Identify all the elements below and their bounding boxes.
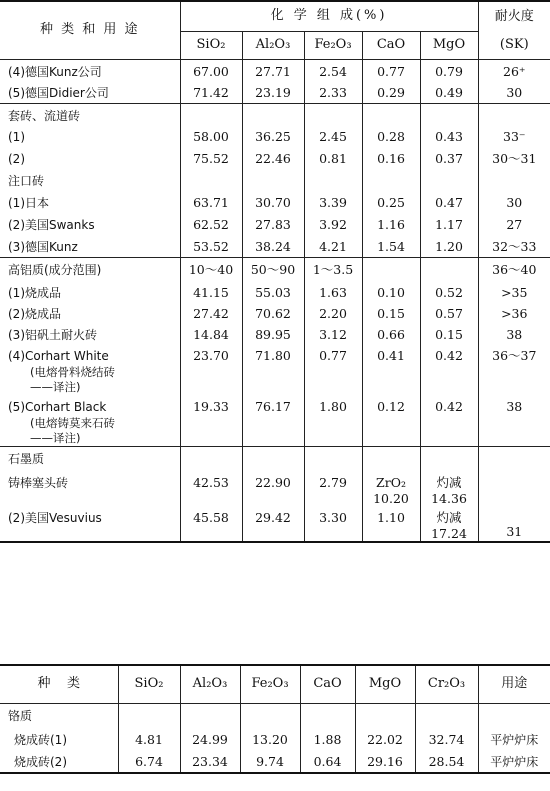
value-cell — [180, 125, 242, 147]
col-fe2o3: Fe₂O₃ — [304, 31, 362, 59]
value-cell — [180, 257, 242, 281]
value-text: 1～3.5 — [312, 261, 354, 277]
value-cell — [180, 191, 242, 213]
value-cell — [362, 191, 420, 213]
header-composition: 化 学 组 成(%) — [180, 1, 478, 31]
value-text: 灼减 — [436, 509, 462, 525]
sk-cell: 38 — [478, 323, 550, 344]
value-cell — [304, 59, 362, 81]
value-cell — [304, 302, 362, 323]
value-cell — [242, 447, 304, 471]
table-row — [0, 125, 550, 147]
value-cell — [180, 281, 242, 302]
value-cell — [180, 506, 242, 542]
value-cell — [242, 103, 304, 125]
chromium-table-body — [0, 729, 550, 773]
sk-cell: 32～33 — [478, 235, 550, 257]
sk-cell: 26⁺ — [478, 59, 550, 81]
value-cell — [242, 281, 304, 302]
value-cell — [242, 147, 304, 169]
value-cell — [180, 344, 242, 395]
sk-cell: 30～31 — [478, 147, 550, 169]
value-text: 27.71 — [255, 63, 291, 79]
value-cell — [242, 257, 304, 281]
value-text: 58.00 — [193, 129, 229, 144]
value-cell — [304, 147, 362, 169]
table-row — [0, 323, 550, 344]
value-cell — [180, 59, 242, 81]
value-cell — [304, 323, 362, 344]
value-cell — [420, 147, 478, 169]
value-cell — [180, 147, 242, 169]
row-label — [0, 257, 180, 281]
value-text: 29.42 — [255, 509, 291, 525]
value-text: 23.70 — [193, 348, 229, 363]
value-cell — [180, 395, 242, 447]
table-row — [0, 281, 550, 302]
value-text: 1.17 — [435, 217, 463, 232]
value-cell — [362, 147, 420, 169]
row-label — [0, 147, 180, 169]
value-text: 0.16 — [377, 151, 405, 166]
value-text: 0.42 — [435, 399, 463, 414]
sk-cell — [478, 169, 550, 191]
value-text: 36.25 — [255, 129, 291, 144]
row-label-text: (1)日本 — [8, 196, 49, 210]
table-row — [0, 751, 550, 773]
sk-cell: 30 — [478, 191, 550, 213]
row-label: 烧成砖(2) — [14, 754, 67, 769]
value-text: 63.71 — [193, 195, 229, 210]
col-cao: CaO — [362, 31, 420, 59]
row-label-text: (5)Corhart Black — [8, 400, 107, 414]
value-cell — [242, 323, 304, 344]
value-cell — [420, 302, 478, 323]
value-cell — [180, 447, 242, 471]
table-row — [0, 447, 550, 471]
row-label — [0, 59, 180, 81]
row-note: (电熔骨料烧结砖 — [30, 365, 115, 379]
col-sk: (SK) — [478, 31, 550, 59]
value-cell — [304, 395, 362, 447]
value-cell — [180, 323, 242, 344]
value-cell — [420, 395, 478, 447]
row-label-text: 套砖、流道砖 — [8, 108, 81, 123]
value-cell — [420, 81, 478, 103]
row-label-text: (3)德国Kunz — [8, 240, 78, 254]
value-cell: 6.74 — [118, 751, 180, 773]
value-text: 1.80 — [319, 399, 347, 414]
value-text-2: 17.24 — [431, 525, 467, 541]
value-cell — [362, 213, 420, 235]
value-text: 0.37 — [435, 151, 463, 166]
value-text: 1.10 — [377, 509, 405, 525]
value-cell: 4.81 — [118, 729, 180, 751]
value-text: 0.47 — [435, 195, 463, 210]
value-cell — [362, 323, 420, 344]
col-mgo: MgO — [420, 31, 478, 59]
value-cell — [304, 169, 362, 191]
value-cell: 1.88 — [300, 729, 355, 751]
row-label-text: (1)烧成品 — [8, 286, 61, 300]
value-text: 53.52 — [193, 239, 229, 254]
value-cell — [242, 191, 304, 213]
value-cell — [304, 213, 362, 235]
value-cell — [362, 169, 420, 191]
value-text: 0.43 — [435, 129, 463, 144]
sk-cell: 30 — [478, 81, 550, 103]
value-cell — [180, 235, 242, 257]
value-cell — [362, 125, 420, 147]
table-row — [0, 169, 550, 191]
row-label — [0, 235, 180, 257]
value-text-2: 14.36 — [431, 490, 467, 506]
value-cell — [242, 471, 304, 506]
value-text: 1.63 — [319, 285, 347, 300]
value-text: 灼减 — [436, 474, 462, 490]
row-label-text: (4)德国Kunz公司 — [8, 64, 102, 79]
value-cell — [304, 257, 362, 281]
row-label — [0, 191, 180, 213]
value-cell — [304, 506, 362, 542]
value-cell — [420, 447, 478, 471]
value-cell: 9.74 — [240, 751, 300, 773]
value-text: 3.30 — [319, 509, 347, 525]
value-text: 38.24 — [255, 239, 291, 254]
value-text: 75.52 — [193, 151, 229, 166]
value-text: 0.77 — [319, 348, 347, 363]
value-cell — [180, 103, 242, 125]
value-cell — [420, 323, 478, 344]
row-label: 烧成砖(1) — [14, 733, 67, 747]
value-cell — [362, 81, 420, 103]
value-text: 2.20 — [319, 306, 347, 321]
value-cell: 23.34 — [180, 751, 240, 773]
row-label-text: (2)美国Vesuvius — [8, 510, 102, 525]
value-text: 19.33 — [193, 399, 229, 414]
table-row — [0, 235, 550, 257]
table-row — [0, 395, 550, 447]
value-text: 67.00 — [193, 63, 229, 79]
sk-cell: 38 — [478, 395, 550, 447]
table-row — [0, 59, 550, 81]
row-label — [0, 125, 180, 147]
value-cell — [304, 103, 362, 125]
value-text: 30.70 — [255, 195, 291, 210]
value-text: 10～40 — [188, 261, 234, 277]
table-row — [0, 147, 550, 169]
value-cell — [420, 169, 478, 191]
row-note: ——译注) — [30, 431, 81, 445]
value-text: 2.79 — [319, 474, 347, 490]
value-cell: 22.02 — [355, 729, 415, 751]
value-cell — [420, 59, 478, 81]
col-sio2: SiO₂ — [180, 31, 242, 59]
value-cell — [242, 81, 304, 103]
sk-cell — [478, 103, 550, 125]
value-text: 50～90 — [250, 261, 296, 277]
value-text: 0.25 — [377, 195, 405, 210]
value-text: 89.95 — [255, 327, 291, 342]
value-text: 41.15 — [193, 285, 229, 300]
value-text: 27.42 — [193, 306, 229, 321]
row-label-text: 铸棒塞头砖 — [8, 475, 69, 490]
value-cell: 13.20 — [240, 729, 300, 751]
row-label-text: (5)德国Didier公司 — [8, 86, 109, 100]
t2-col-use: 用途 — [478, 665, 550, 703]
value-cell — [420, 235, 478, 257]
value-cell — [242, 395, 304, 447]
value-text: 0.15 — [435, 327, 463, 342]
row-label-text: 注口砖 — [8, 174, 45, 188]
value-cell — [304, 125, 362, 147]
value-text: 0.41 — [377, 348, 405, 363]
value-cell — [304, 344, 362, 395]
sk-cell: >36 — [478, 302, 550, 323]
value-text: 0.12 — [377, 399, 405, 414]
value-text: 22.90 — [255, 474, 291, 490]
row-label — [0, 395, 180, 447]
value-cell — [420, 344, 478, 395]
value-text: 62.52 — [193, 217, 229, 232]
table-row — [0, 344, 550, 395]
value-cell — [242, 59, 304, 81]
value-cell — [362, 103, 420, 125]
value-text: 22.46 — [255, 151, 291, 166]
row-note: ——译注) — [30, 380, 81, 394]
t2-col-cr2o3: Cr₂O₃ — [415, 665, 478, 703]
value-text: 70.62 — [255, 306, 291, 321]
table-row — [0, 302, 550, 323]
value-text: 23.19 — [255, 85, 291, 100]
header-kind: 种 类 和 用 途 — [0, 1, 180, 59]
value-text: 2.45 — [319, 129, 347, 144]
value-cell — [304, 471, 362, 506]
value-cell: 24.99 — [180, 729, 240, 751]
table-row — [0, 191, 550, 213]
use-cell: 平炉炉床 — [478, 751, 550, 773]
value-text: 1.20 — [435, 239, 463, 254]
value-cell — [180, 213, 242, 235]
value-text: 3.39 — [319, 195, 347, 210]
row-label — [0, 281, 180, 302]
value-cell — [242, 169, 304, 191]
sk-cell: 36～40 — [478, 257, 550, 281]
row-label-text: (1) — [8, 130, 25, 144]
value-text: 45.58 — [193, 509, 229, 525]
value-text: 1.54 — [377, 239, 405, 254]
sk-cell: >35 — [478, 281, 550, 302]
value-cell: 28.54 — [415, 751, 478, 773]
composition-table-body — [0, 59, 550, 542]
row-label — [0, 213, 180, 235]
value-text: 0.81 — [319, 151, 347, 166]
row-label — [0, 323, 180, 344]
value-cell — [304, 235, 362, 257]
value-cell — [180, 169, 242, 191]
value-cell — [304, 191, 362, 213]
t2-col-sio2: SiO₂ — [118, 665, 180, 703]
value-cell: 0.64 — [300, 751, 355, 773]
value-text: 0.77 — [377, 63, 405, 79]
value-cell — [242, 344, 304, 395]
value-text: 42.53 — [193, 474, 229, 490]
t2-section-label: 铬质 — [8, 709, 33, 724]
value-cell — [420, 103, 478, 125]
value-text: 0.28 — [377, 129, 405, 144]
value-text: 0.15 — [377, 306, 405, 321]
value-text: 0.10 — [377, 285, 405, 300]
value-text: 71.80 — [255, 348, 291, 363]
value-cell: 32.74 — [415, 729, 478, 751]
table-row — [0, 506, 550, 542]
row-label — [0, 344, 180, 395]
value-cell — [362, 344, 420, 395]
value-cell — [180, 302, 242, 323]
row-label-text: 高铝质(成分范围) — [8, 262, 102, 277]
value-text-2: 10.20 — [373, 490, 409, 506]
value-cell: 29.16 — [355, 751, 415, 773]
value-cell — [304, 81, 362, 103]
value-cell — [420, 281, 478, 302]
t2-col-al2o3: Al₂O₃ — [180, 665, 240, 703]
value-text: 3.12 — [319, 327, 347, 342]
value-text: 0.66 — [377, 327, 405, 342]
value-text: ZrO₂ — [376, 474, 406, 490]
value-cell — [362, 471, 420, 506]
value-text: 0.42 — [435, 348, 463, 363]
value-cell — [362, 59, 420, 81]
chromium-table — [0, 664, 550, 774]
sk-cell — [478, 471, 550, 506]
value-cell — [362, 235, 420, 257]
table-row — [0, 213, 550, 235]
value-cell — [242, 302, 304, 323]
row-label — [0, 447, 180, 471]
row-note: (电熔铸莫来石砖 — [30, 416, 115, 430]
table-row — [0, 257, 550, 281]
value-cell — [242, 506, 304, 542]
value-text: 0.52 — [435, 285, 463, 300]
value-cell — [362, 395, 420, 447]
value-cell — [420, 191, 478, 213]
row-label — [0, 169, 180, 191]
t2-col-mgo: MgO — [355, 665, 415, 703]
value-text: 0.57 — [435, 306, 463, 321]
row-label-text: (2) — [8, 152, 25, 166]
value-cell — [420, 506, 478, 542]
value-cell — [362, 257, 420, 281]
value-text: 0.79 — [435, 63, 463, 79]
table-row — [0, 729, 550, 751]
t2-col-cao: CaO — [300, 665, 355, 703]
value-text: 1.16 — [377, 217, 405, 232]
value-text: 71.42 — [193, 85, 229, 100]
value-cell — [242, 235, 304, 257]
value-cell — [180, 81, 242, 103]
value-cell — [242, 213, 304, 235]
sk-cell: 27 — [478, 213, 550, 235]
value-text: 14.84 — [193, 327, 229, 342]
value-cell — [420, 471, 478, 506]
value-cell — [304, 281, 362, 302]
sk-cell: 36～37 — [478, 344, 550, 395]
use-cell: 平炉炉床 — [478, 729, 550, 751]
sk-cell: 33⁻ — [478, 125, 550, 147]
t2-header-kind: 种 类 — [37, 676, 81, 692]
row-label-text: (2)烧成品 — [8, 307, 61, 321]
value-text: 3.92 — [319, 217, 347, 232]
value-cell — [362, 281, 420, 302]
row-label — [0, 506, 180, 542]
value-text: 55.03 — [255, 285, 291, 300]
value-text: 0.29 — [377, 85, 405, 100]
row-label — [0, 103, 180, 125]
value-cell — [362, 506, 420, 542]
value-cell — [420, 257, 478, 281]
row-label-text: (2)美国Swanks — [8, 218, 95, 232]
value-text: 76.17 — [255, 399, 291, 414]
value-text: 2.54 — [319, 63, 347, 79]
row-label — [0, 471, 180, 506]
value-cell — [180, 471, 242, 506]
col-al2o3: Al₂O₃ — [242, 31, 304, 59]
value-text: 2.33 — [319, 85, 347, 100]
value-cell — [362, 302, 420, 323]
table-row — [0, 103, 550, 125]
row-label-text: 石墨质 — [8, 452, 45, 466]
value-cell — [420, 125, 478, 147]
header-refractoriness: 耐火度 — [478, 1, 550, 31]
row-label-text: (4)Corhart White — [8, 349, 109, 363]
table-row — [0, 81, 550, 103]
value-text: 4.21 — [319, 239, 347, 254]
row-label — [0, 302, 180, 323]
t2-col-fe2o3: Fe₂O₃ — [240, 665, 300, 703]
sk-cell — [478, 447, 550, 471]
value-cell — [420, 213, 478, 235]
value-text: 27.83 — [255, 217, 291, 232]
table-row — [0, 471, 550, 506]
value-cell — [362, 447, 420, 471]
value-text: 0.49 — [435, 85, 463, 100]
value-cell — [242, 125, 304, 147]
sk-cell: 31 — [478, 506, 550, 542]
row-label — [0, 81, 180, 103]
row-label-text: (3)铝矾土耐火砖 — [8, 328, 97, 342]
value-cell — [304, 447, 362, 471]
